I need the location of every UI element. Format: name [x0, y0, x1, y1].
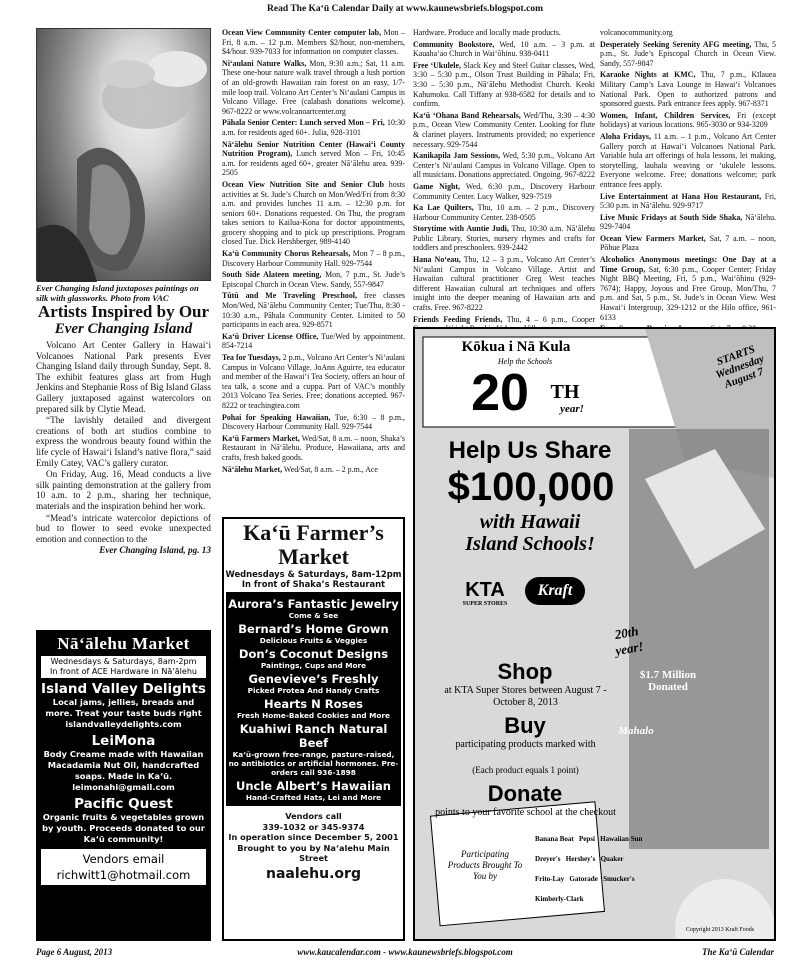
calendar-listing: [600, 234, 776, 253]
listing-title: Storytime with Auntie Judi,: [413, 224, 509, 234]
listing-details: 11 a.m. – 1 p.m., Volcano Art Center Gallery porch at Hawai‘i Volcanoes National Park. Variable hula art offerings of hula lessons, lei making, storytelling, lauhala weaving or ‘ukulele lessons. Everyone welcome. Free; donations welcome; park entrance fees apply.: [600, 131, 776, 189]
twentieth-number: 20: [471, 364, 529, 422]
vendor-description: Paintings, Cups and More: [260, 661, 367, 670]
listing-title: Hana No‘eau,: [413, 255, 461, 265]
listing-title: Ka‘ū ‘Ohana Band Rehearsals,: [413, 110, 521, 120]
brand-logo: Hershey's: [565, 855, 596, 863]
vendor-name: Uncle Albert’s Hawaiian: [236, 779, 391, 793]
vendor-contact-label: Vendors email: [82, 852, 165, 866]
calendar-listings-column-3: [600, 28, 776, 355]
headline-line-2: Ever Changing Island: [54, 321, 193, 337]
operation-since: In operation since December 5, 2001: [228, 832, 399, 842]
help-schools: Help the Schools: [497, 357, 553, 366]
calendar-listing: [600, 70, 776, 108]
listing-title: Alcoholics Anonymous meetings: One Day at a Time Group,: [600, 255, 776, 274]
listing-details: Thu, 10 a.m. – 2 p.m., Discovery Harbour Community Center. 238-0505: [413, 203, 595, 222]
kau-farmers-market-ad: [222, 517, 405, 941]
listing-details: free classes Mon/Wed, Nā‘ālehu Community Center; Tue/Thu, 8:30 - 10:30 a.m., Pāhala Community Center. Limited to 50 participants in each area. 929-8571: [222, 291, 406, 330]
vendor-description: Ka‘ū-grown free-range, pasture-raised, no antibiotics or artificial hormones. Pre-orders call 936-1898: [228, 750, 399, 777]
listing-details: Mon, 9:30 a.m.; Sat, 11 a.m. These one-hour nature walk travel through a lush portion of an old-growth Hawaiian rain forest on an easy, 1/7-mile loop trail. Volcano Art Center’s Ni‘aulani Campus in Volcano Village. Free (calabash donations welcome). 967-8222 or www.volcanoartcenter.org: [222, 58, 405, 116]
listing-title: Ni‘aulani Nature Walks,: [222, 58, 307, 68]
calendar-listing: [222, 291, 405, 329]
badge-20th: 20th year!: [613, 623, 645, 659]
vendor-contact: [41, 849, 206, 885]
listing-title: Game Night,: [413, 181, 461, 191]
contact-phone: 339-1032 or 345-9374: [262, 821, 365, 832]
article-paragraph: “The lavishly detailed and divergent creations of both art studios combine to express the wondrous beauty found within the life cycle of Hawai‘i Island’s native flora,” said Emily Catey, VAC’s gallery curator.: [36, 415, 211, 468]
calendar-listing: [413, 203, 595, 222]
kau-market-title: Ka‘ū Farmer’s Market: [243, 520, 384, 569]
listing-details: Thu, 4 – 6 p.m., Cooper: [506, 314, 595, 324]
calendar-listing: [600, 255, 776, 322]
listing-title: Live Entertainment at Hana Hou Restaurant,: [600, 191, 762, 201]
listing-title: Free ‘Ukulele,: [413, 60, 461, 70]
naalehu-market-title: Nā‘ālehu Market: [57, 634, 190, 653]
vendor-name: Island Valley Delights: [41, 681, 206, 697]
calendar-listing: [600, 192, 776, 211]
listing-title: Pohai for Speaking Hawaiian,: [222, 412, 331, 422]
flower-illustration-icon: [37, 29, 212, 282]
listing-title: Community Bookstore,: [413, 39, 495, 49]
listing-details: Slack Key and Steel Guitar classes, Wed, 3:30 – 5:30 p.m., Olson Trust Building in Pāhala; Fri, 3:30 – 5:30 p.m., Nā‘ālehu Methodist Church. Keoki Kahumoku. Call Tiffany at 938-6582 for details and to confirm.: [413, 60, 595, 109]
brand-logo: Frito-Lay: [535, 875, 565, 883]
listing-details: Thu, 12 – 3 p.m., Volcano Art Center’s Ni‘aulani Campus in Volcano Village. Artist and Hawaiian cultural practitioner Greg West teaches different Hawaiian cultural art techniques and offers insight into the deeper meaning of Hawaiian arts and crafts. Free. 967-8222: [413, 255, 595, 313]
vendor-description: Picked Protea And Handy Crafts: [247, 686, 380, 695]
vendor-description: Local jams, jellies, breads and more. Treat your taste buds right islandvalleydelights.com: [45, 697, 202, 729]
calendar-listing: [222, 413, 405, 432]
listing-details: Wed/Sat, 8 a.m. – 2 p.m., Ace: [282, 464, 378, 474]
amount: $100,000: [447, 465, 615, 509]
listing-title: Kanikapila Jam Sessions,: [413, 151, 501, 161]
location-text: In front of ACE Hardware in Nā‘ālehu: [50, 667, 197, 676]
calendar-listing: [413, 111, 595, 149]
listing-details: Wed/Thu, 3:30 – 4:30 p.m., Ocean View Community Center. Looking for flute & clarinet players. Instruments provided; no experience necessary. 929-7544: [413, 110, 595, 149]
listing-details: Mon, 7 p.m., St. Jude’s Episcopal Church in Ocean View. Sandy, 557-9847: [222, 270, 405, 289]
calendar-listing: [600, 213, 776, 232]
kta-sub: SUPER STORES: [462, 601, 508, 607]
listing-details: 10:30 a.m. for residents aged 60+. Julia, 928-3101: [222, 118, 405, 137]
listing-title: Ocean View Farmers Market,: [600, 233, 706, 243]
calendar-listing: [413, 224, 595, 253]
donate-heading: Donate: [487, 781, 563, 806]
listing-details: Mon 7 – 8 p.m., Discovery Harbour Community Hall. 929-7544: [222, 249, 405, 268]
calendar-listing: [222, 118, 405, 137]
calendar-listing: [222, 59, 405, 117]
schedule-text: Wednesdays & Saturdays, 8am-2pm: [50, 657, 197, 666]
listing-details: hosts activities at St. Jude’s Church on Mon/Wed/Fri from 8:30 a.m. and provides lunches 11 a.m. – 12:30 p.m. for seniors 60+. Donations requested. On Thu, the program takes seniors to Kailua-Kona for doctor appointments, grocery shopping and to pick up prescriptions. Program closed Tue. Dick Hershberger, 989-4140: [222, 179, 405, 247]
headline-line-1: Artists Inspired by Our: [37, 302, 210, 321]
vendor-description: Fresh Home-Baked Cookies and More: [237, 711, 390, 720]
listing-title: Karaoke Nights at KMC,: [600, 70, 696, 80]
listing-title: Desperately Seeking Serenity AFG meeting,: [600, 39, 752, 49]
calendar-listing: [222, 180, 405, 247]
listing-details: 2 p.m., Volcano Art Center’s Ni‘aulani Campus in Volcano Village. JoAnn Aguirre, tea educator and member of the Hawai‘i Tea Society, offers an hour of tea talk, a scone and a cuppa. Part of VAC’s monthly 2013 Volcano Tea Series. Free; donations accepted. 967-8222 or teachingtea.com: [222, 353, 405, 410]
kokua-title: Kōkua i Nā Kula: [461, 339, 571, 355]
listing-title: Ocean View Community Center computer lab,: [222, 28, 382, 37]
calendar-listing: [222, 140, 405, 178]
kau-market-location: In front of Shaka’s Restaurant: [241, 579, 386, 589]
article-headline: [36, 302, 211, 338]
listing-title: Ocean View Nutrition Site and Senior Club: [222, 179, 385, 189]
vendor-name: Pacific Quest: [74, 796, 173, 812]
naalehu-market-ad: [36, 630, 211, 941]
vendor-name: Kuahiwi Ranch Natural Beef: [239, 722, 388, 750]
twentieth-suffix: TH: [550, 381, 580, 403]
listing-title: Nā‘ālehu Senior Nutrition Center (Hawai‘i County Nutrition Program),: [222, 139, 405, 159]
article-paragraph: Volcano Art Center Gallery in Hawai‘i Volcanoes National Park presents Ever Changing Island daily through Sunday, Sept. 8. The exhibit features glass art from Hugh Jenkins and Stephanie Ross of Big Island Glass Gallery juxtaposed against watercolors on prepared silk by Clytie Mead.: [36, 340, 211, 414]
page-footer: [36, 947, 774, 961]
shop-details: at KTA Super Stores between August 7 - October 8, 2013: [444, 685, 607, 708]
calendar-listing: [413, 28, 595, 38]
listing-details: Wed, 5:30 p.m., Volcano Art Center’s Ni‘aulani Campus in Volcano Village. Open to all musicians. Donations appreciated. Ongoing. 967-8222: [413, 151, 596, 180]
brand-logo: Hawaiian Sun: [600, 835, 643, 843]
shop-heading: Shop: [497, 659, 553, 684]
buy-details: participating products marked with: [455, 739, 596, 750]
listing-title: Ka‘ū Farmers Market,: [222, 433, 300, 443]
publication-name: The Ka‘ū Calendar: [701, 947, 774, 957]
brand-logo: Banana Boat: [535, 835, 574, 843]
listing-details: Fri, 5:30 p.m. in Nā‘ālehu. 929-9717: [600, 191, 776, 211]
listing-details: Tue, 6:30 – 8 p.m., Discovery Harbour Community Hall. 929-7544: [222, 412, 406, 432]
calendar-listing: [413, 182, 595, 201]
listing-title: Nā‘ālehu Market,: [222, 464, 283, 474]
page-number: Page 6 August, 2013: [36, 947, 113, 957]
kta-school-ad: [413, 327, 776, 941]
mahalo-text: Mahalo: [618, 725, 654, 737]
article-paragraph: “Mead’s intricate watercolor depictions of bud to flower to seed evoke unexpected emotion and connection to the: [36, 512, 211, 544]
vendor-description: Organic fruits & vegetables grown by youth. Proceeds donated to our Ka‘ū community!: [42, 812, 205, 844]
listing-title: South Side Alateen meeting,: [222, 270, 322, 280]
page-header-banner: Read The Ka‘ū Calendar Daily at www.kaunewsbriefs.blogspot.com: [267, 4, 543, 14]
calendar-listing: [413, 61, 595, 109]
help-us-share: Help Us Share: [448, 437, 612, 464]
listing-details: Wed, 6:30 p.m., Discovery Harbour Community Center. Lucy Walker, 929-7519: [413, 181, 595, 201]
listing-title: Aloha Fridays,: [600, 131, 651, 141]
listing-title: Ka Lae Quilters,: [413, 203, 474, 213]
glass-art-photo: [36, 28, 211, 281]
listing-title: Tūtū and Me Traveling Preschool,: [222, 291, 357, 301]
listing-details: Wed, 10 a.m. – 3 p.m. at Kauaha‘ao Church in Wai‘ōhinu. 938-0411: [413, 39, 595, 59]
vendor-name: Hearts N Roses: [263, 697, 364, 711]
vendor-list: [226, 592, 401, 806]
calendar-listing: [600, 111, 776, 130]
footer-urls: www.kaucalendar.com - www.kaunewsbriefs.blogspot.com: [297, 947, 513, 957]
calendar-listing: [222, 332, 405, 351]
listing-details: Mon – Fri, 8 a.m. – 12 p.m. Members $2/hour, non-members, $4/hour. 939-7033 for information on computer classes.: [222, 28, 405, 57]
vendor-description: Hand-Crafted Hats, Lei and More: [245, 793, 382, 802]
listing-title: Ka‘ū Driver License Office,: [222, 331, 319, 341]
calendar-listing: [413, 255, 595, 313]
brand-logo: Dreyer's: [535, 855, 561, 863]
listing-details: Lunch served Mon – Fri, 10:45 a.m. for residents aged 60+, greater Nā‘ālehu area. 939-2505: [222, 149, 405, 178]
listing-title: Ka‘ū Community Chorus Rehearsals,: [222, 249, 351, 259]
kraft-logo: Kraft: [525, 577, 585, 605]
listing-title: Live Music Fridays at South Side Shaka,: [600, 212, 743, 222]
vendor-name: Aurora’s Fantastic Jewelry: [228, 597, 399, 611]
with-hawaii: with Hawaii: [479, 511, 581, 533]
calendar-listing: [413, 151, 595, 180]
listing-title: Pāhala Senior Center: Lunch served Mon – Fri,: [222, 118, 385, 128]
article-continuation: Ever Changing Island, pg. 13: [99, 545, 211, 556]
listing-details: Hardware. Produce and locally made products.: [413, 28, 561, 37]
brand-logo: Quaker: [600, 855, 624, 863]
listing-details: Sat, 7 a.m. – noon, Pōhue Plaza: [600, 233, 776, 253]
photo-caption: Ever Changing Island juxtaposes paintings on silk with glassworks. Photo from VAC: [36, 283, 199, 303]
naalehu-market-schedule: [41, 656, 206, 678]
listing-details: Thu, 10:30 a.m. Nā‘ālehu Public Library. Stories, nursery rhymes and crafts for toddlers and preschoolers. 939-2442: [413, 224, 595, 253]
buy-heading: Buy: [504, 713, 546, 738]
participating-note: Participating Products Brought To You by: [447, 849, 523, 881]
vendor-description: Come & See: [288, 611, 339, 620]
calendar-listings-column-1: [222, 28, 405, 476]
vendor-description: Delicious Fruits & Veggies: [259, 636, 368, 645]
calendar-listing: [222, 249, 405, 268]
calendar-listing: [222, 28, 405, 57]
badge-million: $1.7 Million Donated: [639, 669, 697, 693]
listing-details: Wed/Sat, 8 a.m. – noon, Shaka’s Restaurant in Nā‘ālehu. Produce, Hawaiiana, arts and crafts, fresh baked goods.: [222, 433, 405, 462]
listing-details: Thu, 7 p.m., Kīlauea Military Camp’s Lava Lounge in Hawai‘i Volcanoes National Park. Open to authorized patrons and sponsored guests. Park entrance fees apply. 967-8371: [600, 70, 776, 109]
kau-market-contact: [224, 811, 403, 864]
listing-title: Friends Feeding Friends,: [413, 314, 503, 324]
vendor-name: Bernard’s Home Grown: [238, 622, 389, 636]
brand-logos: [535, 829, 765, 909]
listing-title: Women, Infant, Children Services,: [600, 110, 731, 120]
brand-logo: Smucker's: [603, 875, 635, 883]
calendar-listing: [600, 40, 776, 69]
vendor-name: LeiMona: [91, 733, 156, 749]
starts-date: STARTS Wednesday August 7: [714, 343, 766, 391]
listing-details: Fri (except holidays) at various locations. 965-3030 or 934-3209: [600, 110, 776, 130]
kta-logo: KTA: [465, 579, 505, 601]
sponsor-text: Brought to you by Na‘alehu Main Street: [237, 842, 390, 863]
calendar-listing: [222, 353, 405, 411]
vendor-description: Body Creame made with Hawaiian Macadamia Nut Oil, handcrafted soaps. Made in Ka‘ū. leimonahi@gmail.com: [43, 749, 204, 792]
listing-details: Thu, 5 p.m., St. Jude’s Episcopal Church in Ocean View. Sandy, 557-9847: [600, 39, 776, 68]
listing-details: volcanocommunity.org: [600, 28, 673, 37]
buy-note: (Each product equals 1 point): [472, 765, 579, 775]
listing-title: Tea for Tuesdays,: [222, 353, 281, 362]
calendar-listing: [222, 434, 405, 463]
calendar-listing: [222, 465, 405, 475]
calendar-listing: [600, 28, 776, 38]
donate-details: points to your favorite school at the checkout: [435, 807, 616, 818]
brand-logo: Gatorade: [569, 875, 598, 883]
brand-logo: Kimberly-Clark: [535, 895, 584, 903]
kau-market-schedule: Wednesdays & Saturdays, 8am-12pm: [225, 569, 402, 579]
listing-details: Sat, 6:30 p.m., Cooper Center; Friday Night BBQ Meeting, Fri, 5 p.m., Wai‘ōhinu (929-7674); Happy, Joyous and Free Group, Mon/Thu, 7 p.m. and Sat, 5 p.m., St. Jude’s in Ocean View. West Hawai‘i Intergroup, 329-1212 or the Hilo office, 961-6133: [600, 264, 776, 322]
contact-label: Vendors call: [285, 811, 342, 821]
twentieth-year: year!: [560, 403, 584, 415]
calendar-listing: [600, 132, 776, 190]
calendar-listing: [222, 270, 405, 289]
listing-details: Tue/Wed by appointment. 854-7214: [222, 331, 406, 351]
island-schools: Island Schools!: [465, 533, 595, 555]
calendar-listings-column-2: [413, 28, 595, 336]
listing-details: Nā‘ālehu. 929-7404: [600, 212, 776, 232]
vendor-name: Don’s Coconut Designs: [238, 647, 389, 661]
copyright: Copyright 2013 Kraft Foods: [685, 927, 755, 933]
vendor-name: Genevieve’s Freshly: [248, 672, 379, 686]
vendor-contact-email[interactable]: richwitt1@hotmail.com: [56, 868, 191, 882]
calendar-listing: [413, 40, 595, 59]
brand-logo: Pepsi: [578, 835, 595, 843]
article-paragraph: On Friday, Aug. 16, Mead conducts a live silk painting demonstration at the gallery from 10 a.m. to 2 p.m., sharing her technique, materials and the inspiration behind her work.: [36, 469, 211, 511]
article-body: [36, 340, 211, 556]
kau-market-url[interactable]: naalehu.org: [266, 865, 361, 882]
